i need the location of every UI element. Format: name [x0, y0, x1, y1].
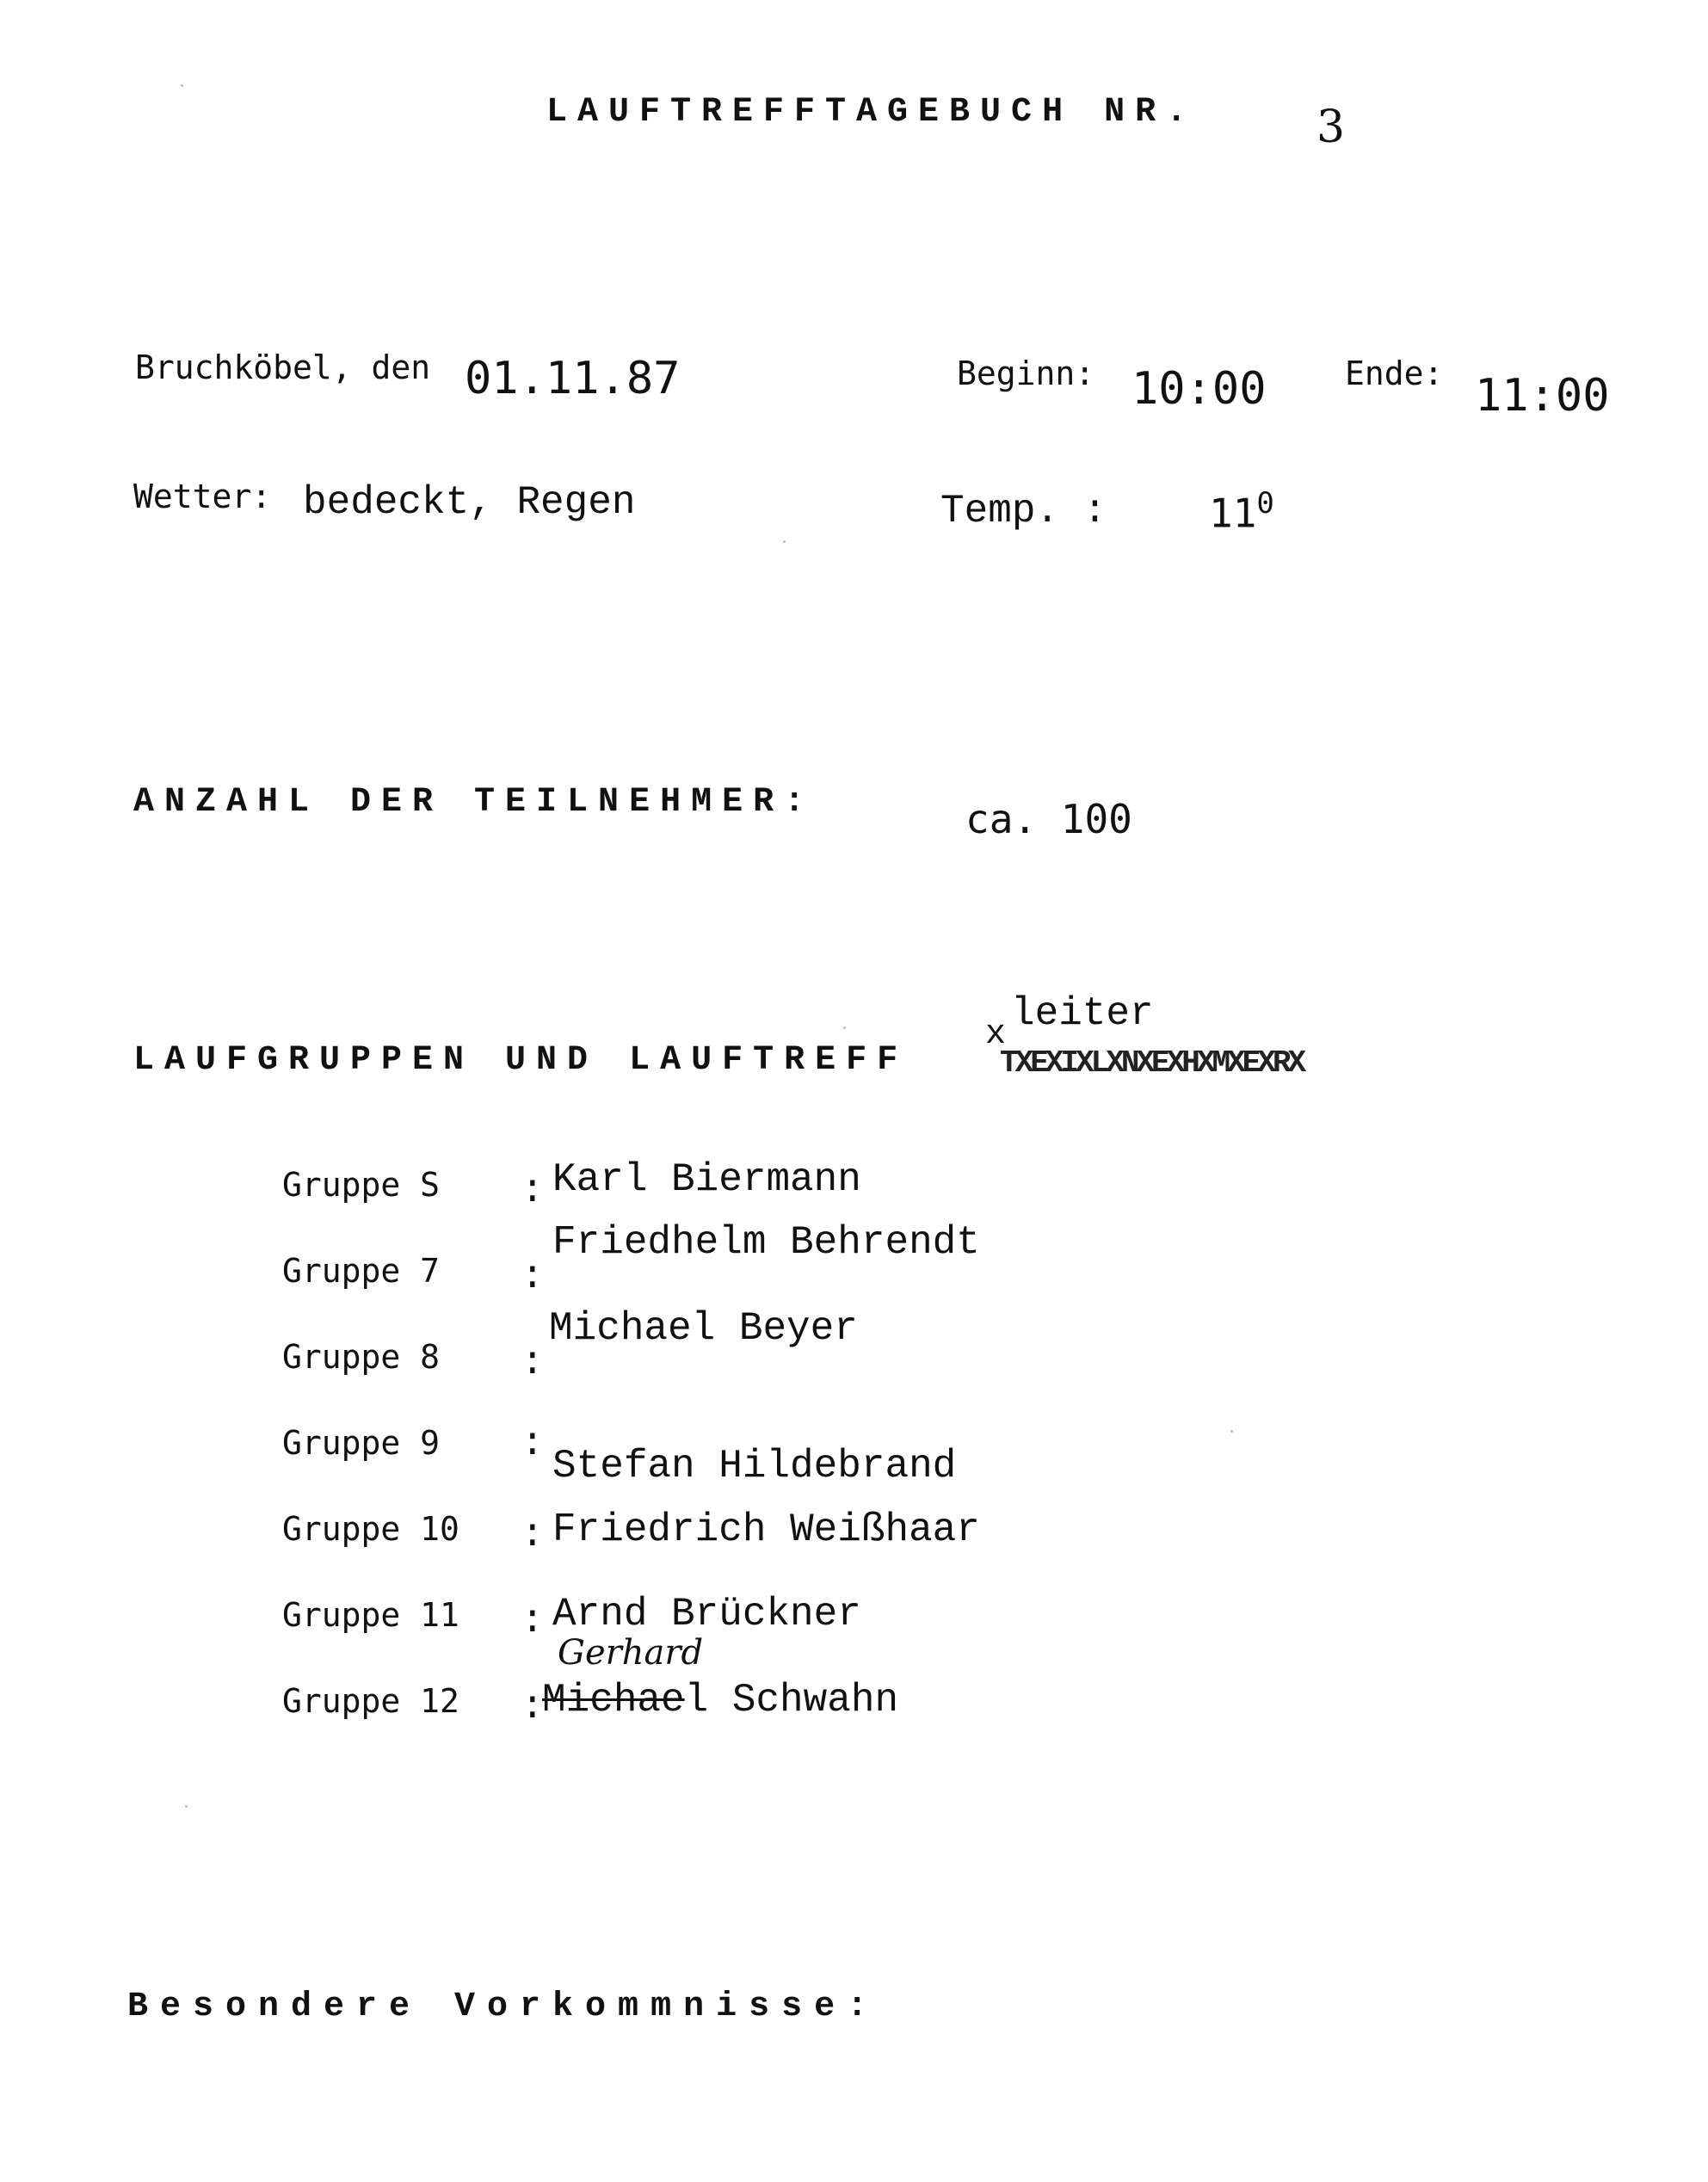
group-leader: Arnd Brückner	[552, 1592, 861, 1636]
scan-speck	[783, 540, 786, 543]
insert-caret: x	[985, 1015, 1007, 1054]
group-colon: :	[521, 1341, 545, 1385]
group-label: Gruppe 7	[282, 1252, 441, 1290]
scan-speck	[843, 1026, 846, 1029]
groups-heading: LAUFGRUPPEN UND LAUFTREFF	[133, 1041, 909, 1080]
group-colon: :	[521, 1685, 545, 1729]
group-colon: :	[521, 1254, 545, 1299]
group-label: Gruppe 9	[282, 1424, 441, 1462]
end-time: 11:00	[1475, 370, 1610, 422]
group-label: Gruppe 12	[282, 1682, 459, 1720]
handwritten-correction-gerhard: Gerhard	[558, 1633, 704, 1673]
end-label: Ende:	[1345, 354, 1444, 392]
place-label: Bruchköbel, den	[135, 348, 431, 386]
crossed-out-teilnehmer: TXEXIXLXNXEXHXMXEXRX	[1000, 1045, 1304, 1081]
group-colon: :	[521, 1599, 545, 1643]
weather-value: bedeckt, Regen	[303, 480, 636, 525]
group-leader: Michael Beyer	[549, 1306, 858, 1351]
start-time: 10:00	[1131, 363, 1267, 415]
group-label: Gruppe 8	[282, 1338, 441, 1376]
temp-label: Temp. :	[940, 489, 1107, 533]
group-leader: Stefan Hildebrand	[552, 1444, 957, 1489]
participants-value: ca. 100	[965, 796, 1132, 842]
date-value: 01.11.87	[465, 353, 681, 404]
group-colon: :	[521, 1168, 545, 1213]
group-colon: :	[521, 1421, 545, 1466]
group-colon: :	[521, 1513, 545, 1557]
inserted-word-leiter: leiter	[1011, 991, 1154, 1036]
group-leader	[542, 1678, 898, 1723]
group-label: Gruppe 10	[282, 1510, 459, 1548]
temp-value	[1209, 486, 1274, 536]
weather-label: Wetter:	[133, 478, 272, 515]
group-label: Gruppe S	[282, 1166, 441, 1204]
struck-first-name: Michae	[542, 1678, 685, 1723]
group-leader: Friedhelm Behrendt	[552, 1220, 980, 1265]
start-label: Beginn:	[957, 354, 1095, 392]
degree-mark: 0	[1256, 486, 1274, 521]
participants-label: ANZAHL DER TEILNEHMER:	[133, 783, 816, 822]
scan-speck	[1230, 1430, 1233, 1433]
scan-speck	[181, 84, 183, 87]
diary-number: 3	[1316, 102, 1346, 153]
group-label: Gruppe 11	[282, 1596, 459, 1634]
page-title: LAUFTREFFTAGEBUCH NR.	[546, 93, 1198, 132]
leader-remainder: l Schwahn	[684, 1678, 899, 1723]
group-leader: Friedrich Weißhaar	[552, 1507, 980, 1552]
scan-speck	[185, 1805, 188, 1808]
temp-number: 11	[1209, 490, 1257, 537]
special-occurrences-label: Besondere Vorkommnisse:	[127, 1988, 880, 2026]
group-leader: Karl Biermann	[552, 1157, 861, 1202]
